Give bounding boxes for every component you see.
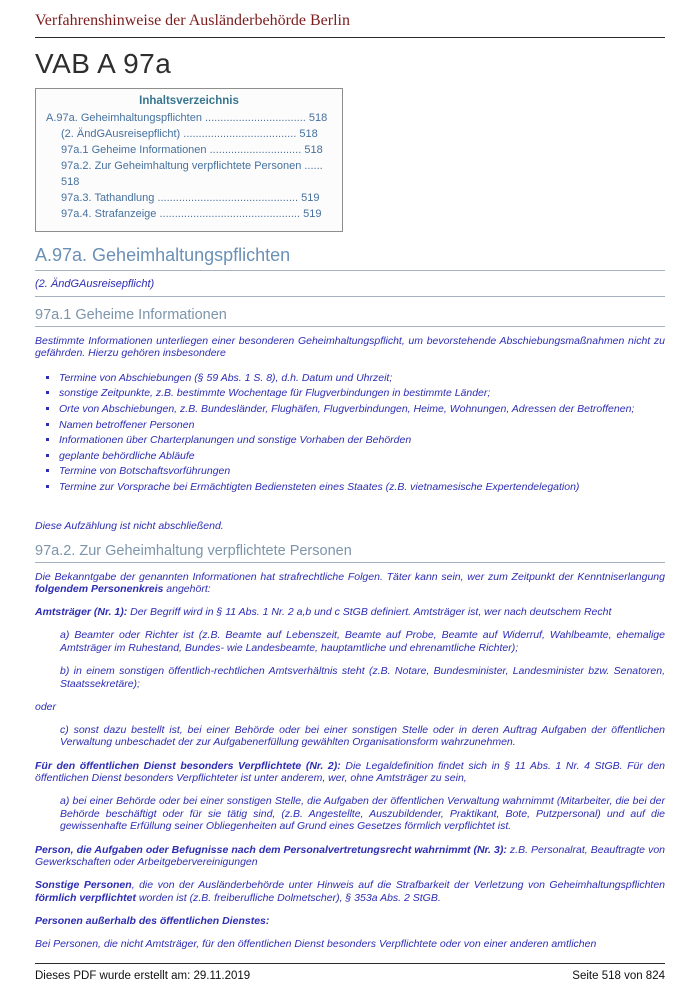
list-item: ▪ sonstige Zeitpunkte, z.B. bestimmte Wochentage für Flugverbindungen in bestimmte Länder;: [59, 387, 665, 400]
toc-item[interactable]: 97a.2. Zur Geheimhaltung verpflichtete Personen ...... 518: [61, 159, 323, 188]
paragraph-sonstige-personen: Sonstige Personen, die von der Ausländerbehörde unter Hinweis auf die Strafbarkeit der Verletzung von Geheimhaltungspflichten förmlich verpflichtet worden ist (z.B. freiberufliche Dolmetscher), § 353a Abs. 2 StGB.: [35, 879, 666, 904]
list-item: ▪ Termine von Abschiebungen (§ 59 Abs. 1 S. 8), d.h. Datum und Uhrzeit;: [59, 372, 665, 385]
paragraph-oder: oder: [35, 700, 57, 713]
toc-item[interactable]: 97a.3. Tathandlung .............................................. 519: [61, 191, 320, 204]
section-heading-97a1: 97a.1 Geheime Informationen: [35, 307, 665, 327]
paragraph-verpflichtete-nr2-a: a) bei einer Behörde oder bei einer sonstigen Stelle, die Aufgaben der öffentlichen Verwaltung wahrnimmt (Mitarbeiter, die bei der Behörde beschäftigt oder für sie tätig sind, (z.B. Angestellte, Auszubildender, Praktikant, Bote, Putzpersonal) und auf die gewissenhafte Erfüllung seiner Obliegenheiten auf Grund eines Gesetzes förmlich verpflichtet ist.: [60, 795, 665, 833]
paragraph-97a1-closing: Diese Aufzählung ist nicht abschließend.: [35, 519, 224, 532]
paragraph-verpflichtete-nr2: Für den öffentlichen Dienst besonders Verpflichtete (Nr. 2): Die Legaldefinition findet sich in § 11 Abs. 1 Nr. 4 StGB. Für den öffentlichen Dienst besonders Verpflichteter ist unter anderem, wer, ohne Amtsträger zu sein,: [35, 759, 666, 785]
list-item: ▪ Orte von Abschiebungen, z.B. Bundesländer, Flughäfen, Flugverbindungen, Heime, Wohnungen, Adressen der Betroffenen;: [59, 403, 665, 416]
paragraph-ausserhalb-title: Personen außerhalb des öffentlichen Dienstes:: [35, 914, 270, 927]
page-title: VAB A 97a: [35, 48, 172, 79]
list-item: ▪ Termine von Botschaftsvorführungen: [59, 465, 665, 478]
paragraph-97a2-intro: Die Bekanntgabe der genannten Informationen hat strafrechtliche Folgen. Täter kann sein, wer zum Zeitpunkt der Kenntniserlangung folgendem Personenkreis angehört:: [35, 570, 665, 596]
paragraph-amtstraeger-a: a) Beamter oder Richter ist (z.B. Beamte auf Lebenszeit, Beamte auf Probe, Beamte auf Widerruf, Wahlbeamte, ehemalige Amtsträger im Ruhestand, Bundes- wie Landesbeamte, hauptamtliche und ehrenamtliche Richter);: [60, 629, 665, 654]
toc-item[interactable]: 97a.1 Geheime Informationen .............................. 518: [61, 143, 323, 156]
list-item: ▪ geplante behördliche Abläufe: [59, 450, 665, 463]
document-header-title: Verfahrenshinweise der Ausländerbehörde Berlin: [35, 12, 350, 29]
table-of-contents: [35, 88, 343, 232]
paragraph-personalvertretung-nr3: Person, die Aufgaben oder Befugnisse nach dem Personalvertretungsrecht wahrnimmt (Nr. 3): z.B. Personalrat, Beauftragte von Gewerkschaften oder Arbeitgebervereinigungen: [35, 843, 666, 869]
list-item: ▪ Informationen über Charterplanungen und sonstige Vorhaben der Behörden: [59, 434, 665, 447]
toc-item[interactable]: A.97a. Geheimhaltungspflichten ................................. 518: [46, 112, 328, 124]
section-heading-a97a: A.97a. Geheimhaltungspflichten: [35, 245, 665, 271]
section-heading-97a2: 97a.2. Zur Geheimhaltung verpflichtete Personen: [35, 543, 665, 563]
paragraph-amtstraeger-b: b) in einem sonstigen öffentlich-rechtlichen Amtsverhältnis steht (z.B. Notare, Bundesminister, Landesminister bzw. Senatoren, Staatssekretäre);: [60, 665, 665, 690]
paragraph-ausserhalb-body: Bei Personen, die nicht Amtsträger, für den öffentlichen Dienst besonders Verpflichtete oder von einer anderen amtlichen: [35, 937, 597, 950]
toc-item[interactable]: 97a.4. Strafanzeige .............................................. 519: [61, 207, 322, 220]
footer-page-number: Seite 518 von 824: [572, 970, 665, 982]
footer-creation-date: Dieses PDF wurde erstellt am: 29.11.2019: [35, 970, 251, 982]
bullet-list: [59, 372, 665, 494]
paragraph-amtstraeger: Amtsträger (Nr. 1): Der Begriff wird in § 11 Abs. 1 Nr. 2 a,b und c StGB definiert. Amtsträger ist, wer nach deutschem Recht: [35, 606, 612, 619]
paragraph-97a1-intro: Bestimmte Informationen unterliegen einer besonderen Geheimhaltungspflicht, um bevorstehende Abschiebungsmaßnahmen nicht zu gefährden. Hierzu gehören insbesondere: [35, 334, 665, 360]
list-item: ▪ Namen betroffener Personen: [59, 419, 665, 432]
page-footer: [35, 963, 665, 982]
document-header: [35, 12, 665, 38]
paragraph-amtstraeger-c: c) sonst dazu bestellt ist, bei einer Behörde oder bei einer sonstigen Stelle oder in deren Auftrag Aufgaben der öffentlichen Verwaltung unbeschadet der zur Aufgabenerfüllung gewählten Organisationsform wahrzunehmen.: [60, 723, 665, 749]
toc-item[interactable]: (2. ÄndGAusreisepflicht) ..................................... 518: [61, 127, 318, 140]
list-item: ▪ Termine zur Vorsprache bei Ermächtigten Bediensteten eines Staates (z.B. vietnamesische Expertendelegation): [59, 481, 665, 494]
section-subtitle: (2. ÄndGAusreisepflicht): [35, 271, 665, 297]
toc-title: Inhaltsverzeichnis: [139, 95, 239, 107]
